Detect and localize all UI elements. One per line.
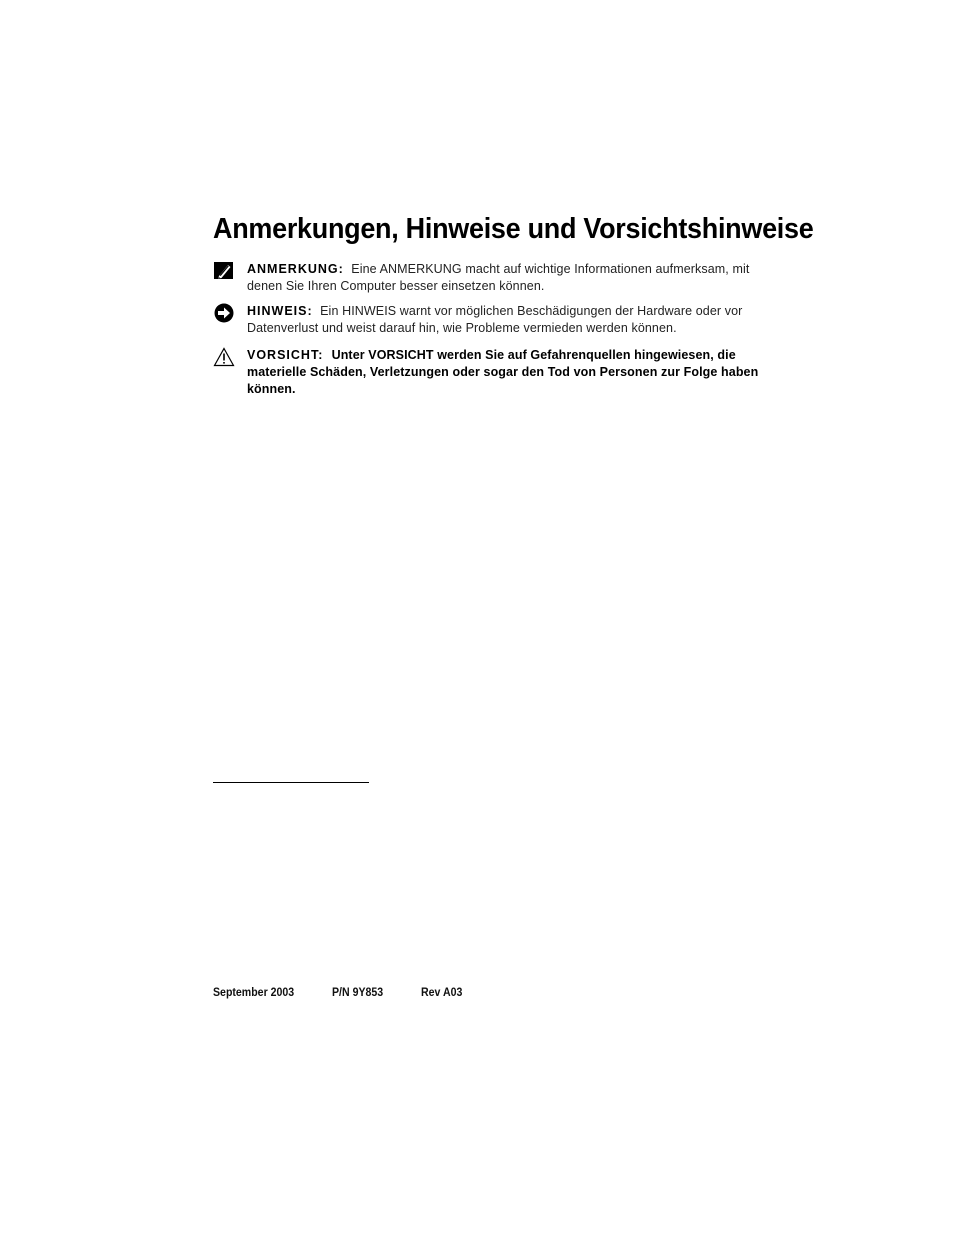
caution-body: Unter VORSICHT werden Sie auf Gefahrenquellen hingewiesen, die materielle Schäden, Verletzungen oder sogar den Tod von Personen zur Folge haben können. (247, 348, 759, 396)
caution-label: VORSICHT: (247, 348, 324, 362)
footer-revision: Rev A03 (421, 987, 463, 999)
note-body: Eine ANMERKUNG macht auf wichtige Informationen aufmerksam, mit denen Sie Ihren Computer besser einsetzen können. (247, 262, 750, 293)
footnote-divider (213, 782, 369, 783)
notice-text (247, 303, 773, 337)
notice-block (213, 303, 773, 337)
warning-triangle-icon (213, 347, 235, 367)
notice-label: HINWEIS: (247, 304, 313, 318)
page-title: Anmerkungen, Hinweise und Vorsichtshinweise (213, 213, 814, 245)
notice-body: Ein HINWEIS warnt vor möglichen Beschädigungen der Hardware oder vor Datenverlust und weist darauf hin, wie Probleme vermieden werden können. (247, 304, 743, 335)
footer-date: September 2003 (213, 987, 295, 999)
footer-part-number: P/N 9Y853 (332, 987, 384, 999)
pencil-note-icon (213, 261, 235, 281)
arrow-circle-icon (213, 303, 235, 323)
caution-text (247, 347, 773, 398)
note-label: ANMERKUNG: (247, 262, 344, 276)
note-block (213, 261, 773, 295)
note-text (247, 261, 773, 295)
caution-block (213, 347, 773, 398)
